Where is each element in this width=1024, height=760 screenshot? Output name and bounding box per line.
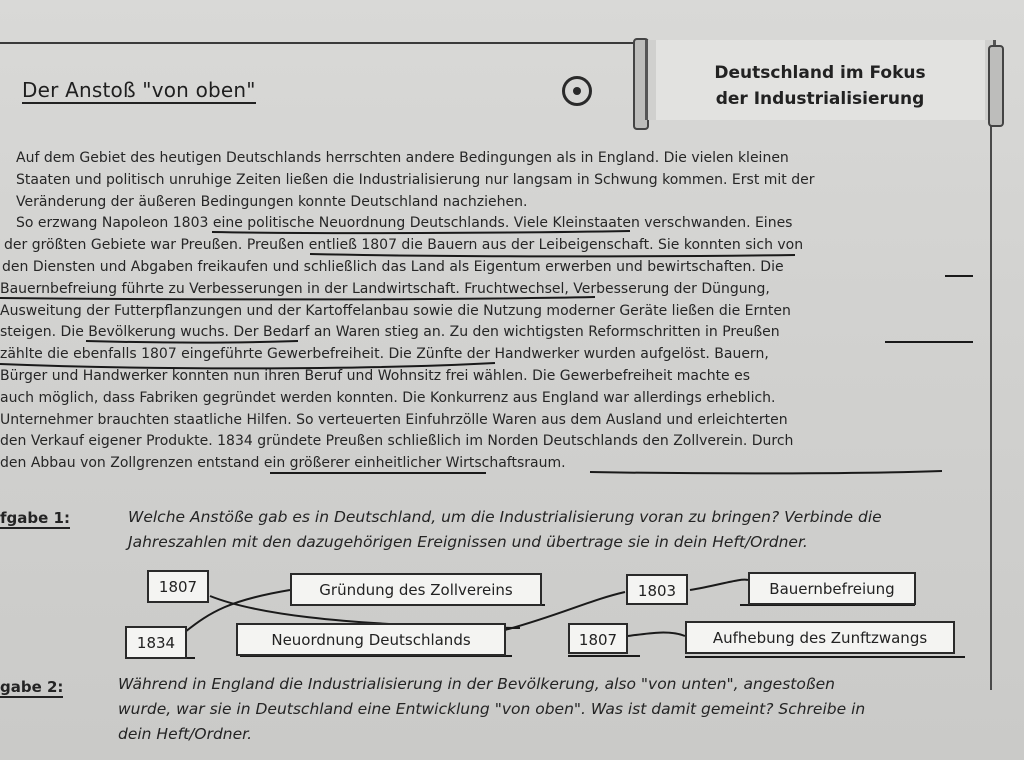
text-line: So erzwang Napoleon 1803 eine politische Neuordnung Deutschlands. Viele Kleinstaaten verschwanden. Eines <box>16 215 793 232</box>
scroll-right-roll <box>988 45 1004 127</box>
text-line: Bürger und Handwerker konnten nun ihren Beruf und Wohnsitz frei wählen. Die Gewerbefreiheit machte es <box>0 367 751 384</box>
task-2-text <box>118 672 865 747</box>
body-text <box>0 148 985 475</box>
text-line: den Abbau von Zollgrenzen entstand ein größerer einheitlicher Wirtschaftsraum. <box>0 455 566 472</box>
page-title: Der Anstoß "von oben" <box>22 78 256 102</box>
text-line: Auf dem Gebiet des heutigen Deutschlands herrschten andere Bedingungen als in England. Die vielen kleinen <box>16 150 789 166</box>
task-2-line-1: Während in England die Industrialisierung in der Bevölkerung, also "von unten", angestoßen <box>118 675 835 693</box>
year-box-1807-a: 1807 <box>147 570 209 603</box>
task-1-label: fgabe 1: <box>0 509 70 527</box>
text-line: auch möglich, dass Fabriken gegründet werden konnten. Die Konkurrenz aus England war allerdings erheblich. <box>0 389 776 406</box>
year-box-1834: 1834 <box>125 626 187 659</box>
event-box-zunftzwang: Aufhebung des Zunftzwangs <box>685 621 955 654</box>
text-line: der größten Gebiete war Preußen. Preußen entließ 1807 die Bauern aus der Leibeigenschaft. Sie konnten sich von <box>4 237 804 254</box>
task-2-line-2: wurde, war sie in Deutschland eine Entwicklung "von oben". Was ist damit gemeint? Schreibe in <box>118 700 866 718</box>
text-line: steigen. Die Bevölkerung wuchs. Der Bedarf an Waren stieg an. Zu den wichtigsten Reformschritten in Preußen <box>0 324 780 341</box>
badge-line-2: der Industrialisierung <box>715 89 925 109</box>
top-rule <box>0 42 640 44</box>
year-box-1807-b: 1807 <box>568 623 628 654</box>
task-2-line-3: dein Heft/Ordner. <box>118 725 253 743</box>
text-line: den Verkauf eigener Produkte. 1834 gründete Preußen schließlich im Norden Deutschlands den Zollverein. Durch <box>0 433 794 450</box>
task-2-label: gabe 2: <box>0 678 64 696</box>
text-line: zählte die ebenfalls 1807 eingeführte Gewerbefreiheit. Die Zünfte der Handwerker wurden aufgelöst. Bauern, <box>0 346 769 363</box>
event-box-neuordnung: Neuordnung Deutschlands <box>236 623 506 656</box>
year-box-1803: 1803 <box>626 574 688 605</box>
text-line: Veränderung der äußeren Bedingungen konnte Deutschland nachziehen. <box>16 193 528 210</box>
badge-line-1: Deutschland im Fokus <box>714 63 926 83</box>
event-box-bauernbefreiung: Bauernbefreiung <box>748 572 916 605</box>
topic-badge <box>660 60 980 112</box>
event-box-zollverein: Gründung des Zollvereins <box>290 573 542 606</box>
text-line: Unternehmer brauchten staatliche Hilfen. So verteuerten Einfuhrzölle Waren aus dem Ausland und erleichterten <box>0 411 788 428</box>
text-line: den Diensten und Abgaben freikaufen und schließlich das Land als Eigentum erwerben und bewirtschaften. Die <box>2 258 784 275</box>
task-1-line-2: Jahreszahlen mit den dazugehörigen Ereignissen und übertrage sie in dein Heft/Ordner. <box>128 533 808 551</box>
right-rule <box>990 90 992 690</box>
text-line: Ausweitung der Futterpflanzungen und der Kartoffelanbau sowie die Nutzung moderner Geräte ließen die Ernten <box>0 302 791 319</box>
target-icon <box>562 76 592 106</box>
text-line: Staaten und politisch unruhige Zeiten ließen die Industrialisierung nur langsam in Schwung kommen. Erst mit der <box>16 171 815 188</box>
task-1-text <box>128 505 882 555</box>
text-line: Bauernbefreiung führte zu Verbesserungen in der Landwirtschaft. Fruchtwechsel, Verbesserung der Düngung, <box>0 280 770 297</box>
task-1-line-1: Welche Anstöße gab es in Deutschland, um die Industrialisierung voran zu bringen? Verbinde die <box>128 508 882 526</box>
